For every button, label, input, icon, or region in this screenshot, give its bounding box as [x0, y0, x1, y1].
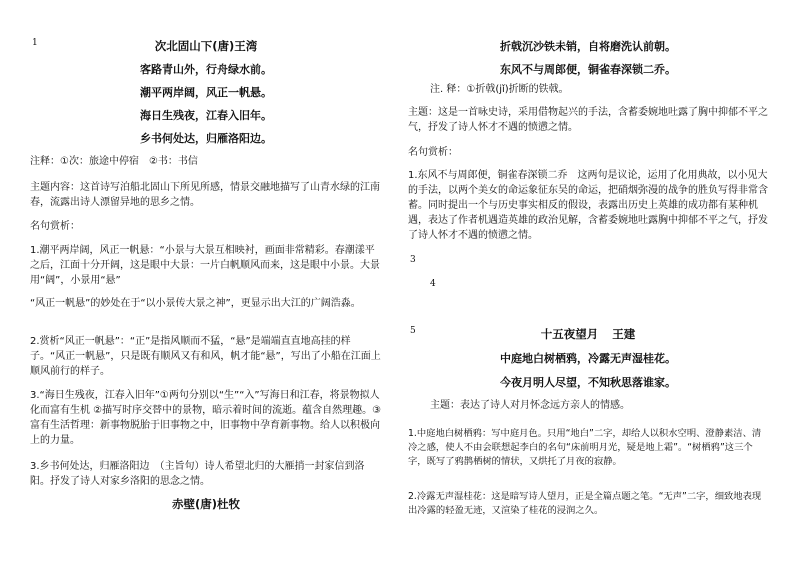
appreciation-3: 3.“海日生残夜，江春入旧年”①两句分别以“生”“入”写海日和江春，将景物拟人化而富有生机 ②描写时序交替中的景物，暗示着时间的流逝。蕴含自然理趣。③富有生活哲理：新事物脱胎于旧事物之中，旧事物中孕育新事物。给人以积极向上的力量。	[30, 390, 382, 446]
section-heading-2: 名句赏析：	[408, 147, 458, 158]
poem-title: 次北固山下(唐)王湾	[154, 39, 258, 53]
poem-title-2-author: 王建	[612, 327, 636, 341]
page-number-5: 5	[410, 326, 416, 336]
poem2-appreciation-1: 1.中庭地白树栖鸦：写中庭月色。只用“地白”二字，却给人以积水空明、澄静素洁、清冷之感，使人不由会联想起李白的名句“床前明月光，疑是地上霜”。“树栖鸦”这三个字，既写了鸦鹊栖树的情状，又烘托了月夜的寂静。	[408, 428, 762, 467]
poem-verse-top-1: 折戟沉沙铁未销，自将磨洗认前朝。	[500, 40, 676, 53]
appreciation-right-1: 1.东风不与周郎便，铜雀春深锁二乔 这两句是议论，运用了化用典故，以小见大的手法，以两个美女的命运象征东吴的命运，把硝烟弥漫的战争的胜负写得非常含蓄。同时提出一个与历史事实相反的假设，表露出历史上英雄的成功都有某种机遇，表达了作者机遇造英雄的政治见解，含蓄委婉地吐露胸中抑郁不平之气，抒发了诗人怀才不遇的愤懑之情。	[408, 170, 768, 241]
poem-verse-1: 客路青山外，行舟绿水前。	[140, 63, 272, 76]
page-number-4: 4	[430, 279, 436, 289]
poem-title-2	[408, 326, 768, 342]
theme-paragraph-3: 主题：表达了诗人对月怀念远方亲人的情感。	[430, 400, 630, 411]
appreciation-1: 1.潮平两岸阔，风正一帆悬：“小景与大景互相映衬，画面非常精彩。春潮漾平之后，江面十分开阔，这是眼中大景：一片白帆顺风而来，这是眼中小景。大景用“阔”，小景用“悬”	[30, 245, 380, 286]
poem-verse-4: 乡书何处达，归雁洛阳边。	[140, 132, 272, 145]
poem2-verse-2: 今夜月明人尽望，不知秋思落谁家。	[500, 376, 676, 389]
appreciation-4: 3.乡书何处达，归雁洛阳边 （主旨句）诗人希望北归的大雁捎一封家信到洛阳。抒发了诗人对家乡洛阳的思念之情。	[30, 461, 365, 487]
page-number: 1	[32, 38, 38, 48]
theme-paragraph-2: 主题：这是一首咏史诗，采用借物起兴的手法，含蓄委婉地吐露了胸中抑郁不平之气，抒发了诗人怀才不遇的愤懑之情。	[408, 107, 768, 133]
poem-verse-3: 海日生残夜，江春入旧年。	[140, 109, 272, 122]
notes: 注释：①次：旅途中停宿 ②书：书信	[30, 156, 198, 167]
appreciation-1b: “风正一帆悬”的妙处在于“以小景传大景之神”，更显示出大江的广阔浩淼。	[30, 298, 361, 309]
poem-title-2-name: 十五夜望月	[540, 327, 599, 341]
next-poem-title: 赤壁(唐)杜牧	[171, 497, 240, 511]
poem-verse-2: 潮平两岸阔，风正一帆悬。	[140, 86, 272, 99]
theme-paragraph: 主题内容：这首诗写泊船北固山下所见所感，情景交融地描写了山青水绿的江南春，流露出诗人漂留异地的思乡之情。	[30, 182, 380, 208]
appreciation-2: 2.赏析“风正一帆悬”：“正”是指风顺而不猛，“悬”是端端直直地高挂的样子。“风正一帆悬”，只是既有顺风又有和风，帆才能“悬”，写出了小船在江面上顺风前行的样子。	[30, 336, 381, 377]
poem2-verse-1: 中庭地白树栖鸦，冷露无声湿桂花。	[500, 352, 676, 365]
poem2-appreciation-2: 2.冷露无声湿桂花：这是暗写诗人望月，正是全篇点题之笔。“无声”二字，细致地表现出冷露的轻盈无迹，又渲染了桂花的浸润之久。	[408, 491, 762, 516]
poem-verse-top-2: 东风不与周郎便，铜雀春深锁二乔。	[500, 63, 676, 76]
section-heading: 名句赏析：	[30, 221, 80, 232]
note: 注. 释：①折戟(jǐ)折断的铁戟。	[430, 84, 569, 95]
page-number-3: 3	[410, 255, 416, 265]
